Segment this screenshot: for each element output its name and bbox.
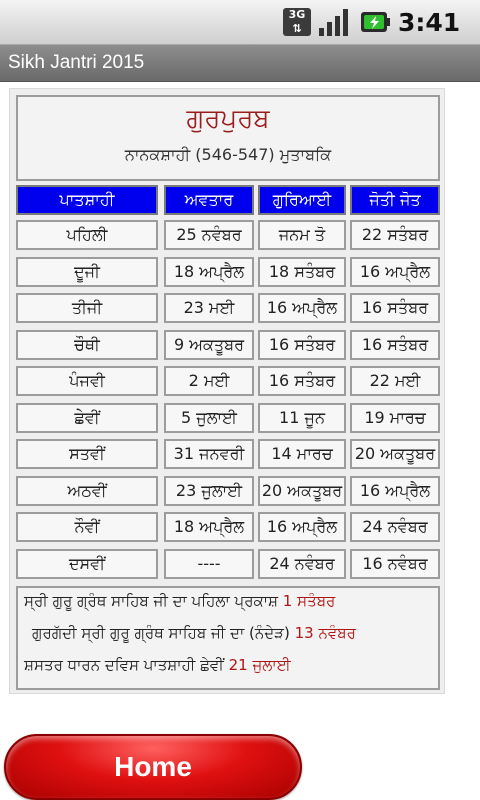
app-title-bar: [0, 45, 480, 82]
table-cell: 16 ਅਪ੍ਰੈਲ: [258, 512, 346, 542]
special-date-text: ਸ਼ਸਤਰ ਧਾਰਨ ਦਵਿਸ ਪਾਤਸ਼ਾਹੀ ਛੇਵੀਂ: [24, 656, 224, 674]
table-cell: 20 ਅਕਤੂਬਰ: [350, 439, 440, 469]
table-cell: 24 ਨਵੰਬਰ: [258, 549, 346, 579]
row-guru-label: ਸਤਵੀਂ: [16, 439, 158, 469]
special-date-value: 21 ਜੁਲਾਈ: [228, 656, 291, 674]
clock: [398, 8, 480, 38]
page-title: ਗੁਰਪੁਰਬ: [186, 104, 270, 134]
table-cell: 18 ਅਪ੍ਰੈਲ: [164, 257, 254, 287]
table-cell: 16 ਅਪ੍ਰੈਲ: [350, 476, 440, 506]
row-guru-label: ਅਠਵੀਂ: [16, 476, 158, 506]
table-cell: 23 ਜੁਲਾਈ: [164, 476, 254, 506]
table-cell: 19 ਮਾਰਚ: [350, 403, 440, 433]
row-guru-label: ਪੰਜਵੀ: [16, 366, 158, 396]
app-title: Sikh Jantri 2015: [8, 52, 145, 73]
table-cell: ਜਨਮ ਤੋ: [258, 220, 346, 250]
row-guru-label: ਤੀਜੀ: [16, 293, 158, 323]
clock-time: 3:41: [398, 8, 461, 37]
gurpurab-header: [16, 95, 440, 181]
special-date-text: ਸ੍ਰੀ ਗੁਰੂ ਗ੍ਰੰਥ ਸਾਹਿਬ ਜੀ ਦਾ ਪਹਿਲਾ ਪ੍ਰਕਾਸ਼: [24, 592, 279, 610]
row-guru-label: ਦਸਵੀਂ: [16, 549, 158, 579]
row-guru-label: ਦੂਜੀ: [16, 257, 158, 287]
table-cell: 2 ਮਈ: [164, 366, 254, 396]
row-guru-label: ਛੇਵੀਂ: [16, 403, 158, 433]
table-cell: 16 ਅਪ੍ਰੈਲ: [350, 257, 440, 287]
row-guru-label: ਪਹਿਲੀ: [16, 220, 158, 250]
table-cell: 16 ਨਵੰਬਰ: [350, 549, 440, 579]
special-date-value: 1 ਸਤੰਬਰ: [282, 592, 336, 610]
table-cell: 22 ਮਈ: [350, 366, 440, 396]
column-header: ਗੁਰਿਆਈ: [258, 185, 346, 215]
table-cell: 16 ਸਤੰਬਰ: [350, 330, 440, 360]
special-date-line: [24, 656, 291, 674]
special-dates-box: [16, 586, 440, 690]
table-cell: 14 ਮਾਰਚ: [258, 439, 346, 469]
table-cell: 5 ਜੁਲਾਈ: [164, 403, 254, 433]
calendar-panel: [9, 88, 445, 694]
table-cell: 31 ਜਨਵਰੀ: [164, 439, 254, 469]
special-date-text: ਗੁਰਗੱਦੀ ਸ੍ਰੀ ਗੁਰੂ ਗ੍ਰੰਥ ਸਾਹਿਬ ਜੀ ਦਾ (ਨੰਦੇੜ): [32, 624, 290, 642]
table-cell: 23 ਮਈ: [164, 293, 254, 323]
table-cell: 16 ਸਤੰਬਰ: [350, 293, 440, 323]
home-button-label: Home: [114, 751, 192, 782]
special-date-line: [24, 592, 335, 610]
column-header: ਜੋਤੀ ਜੋਤ: [350, 185, 440, 215]
special-date-value: 13 ਨਵੰਬਰ: [294, 624, 356, 642]
table-cell: 22 ਸਤੰਬਰ: [350, 220, 440, 250]
column-header: ਪਾਤਸ਼ਾਹੀ: [16, 185, 158, 215]
special-date-line: [32, 624, 356, 642]
table-cell: 25 ਨਵੰਬਰ: [164, 220, 254, 250]
network-type: 3G: [288, 8, 306, 21]
table-cell: 16 ਸਤੰਬਰ: [258, 366, 346, 396]
status-bar: [0, 0, 480, 45]
home-button[interactable]: [4, 734, 302, 800]
signal-icon: [318, 8, 352, 36]
table-cell: 24 ਨਵੰਬਰ: [350, 512, 440, 542]
table-cell: 18 ਅਪ੍ਰੈਲ: [164, 512, 254, 542]
table-cell: 16 ਸਤੰਬਰ: [258, 330, 346, 360]
table-cell: 9 ਅਕਤੂਬਰ: [164, 330, 254, 360]
battery-charging-icon: [360, 9, 390, 35]
table-cell: ----: [164, 549, 254, 579]
row-guru-label: ਨੌਵੀਂ: [16, 512, 158, 542]
row-guru-label: ਚੌਥੀ: [16, 330, 158, 360]
table-cell: 16 ਅਪ੍ਰੈਲ: [258, 293, 346, 323]
table-cell: 20 ਅਕਤੂਬਰ: [258, 476, 346, 506]
table-cell: 11 ਜੂਨ: [258, 403, 346, 433]
page-subtitle: ਨਾਨਕਸ਼ਾਹੀ (546-547) ਮੁਤਾਬਕਿ: [124, 145, 332, 164]
column-header: ਅਵਤਾਰ: [164, 185, 254, 215]
3g-icon: 3G ⇅: [283, 8, 311, 36]
table-cell: 18 ਸਤੰਬਰ: [258, 257, 346, 287]
